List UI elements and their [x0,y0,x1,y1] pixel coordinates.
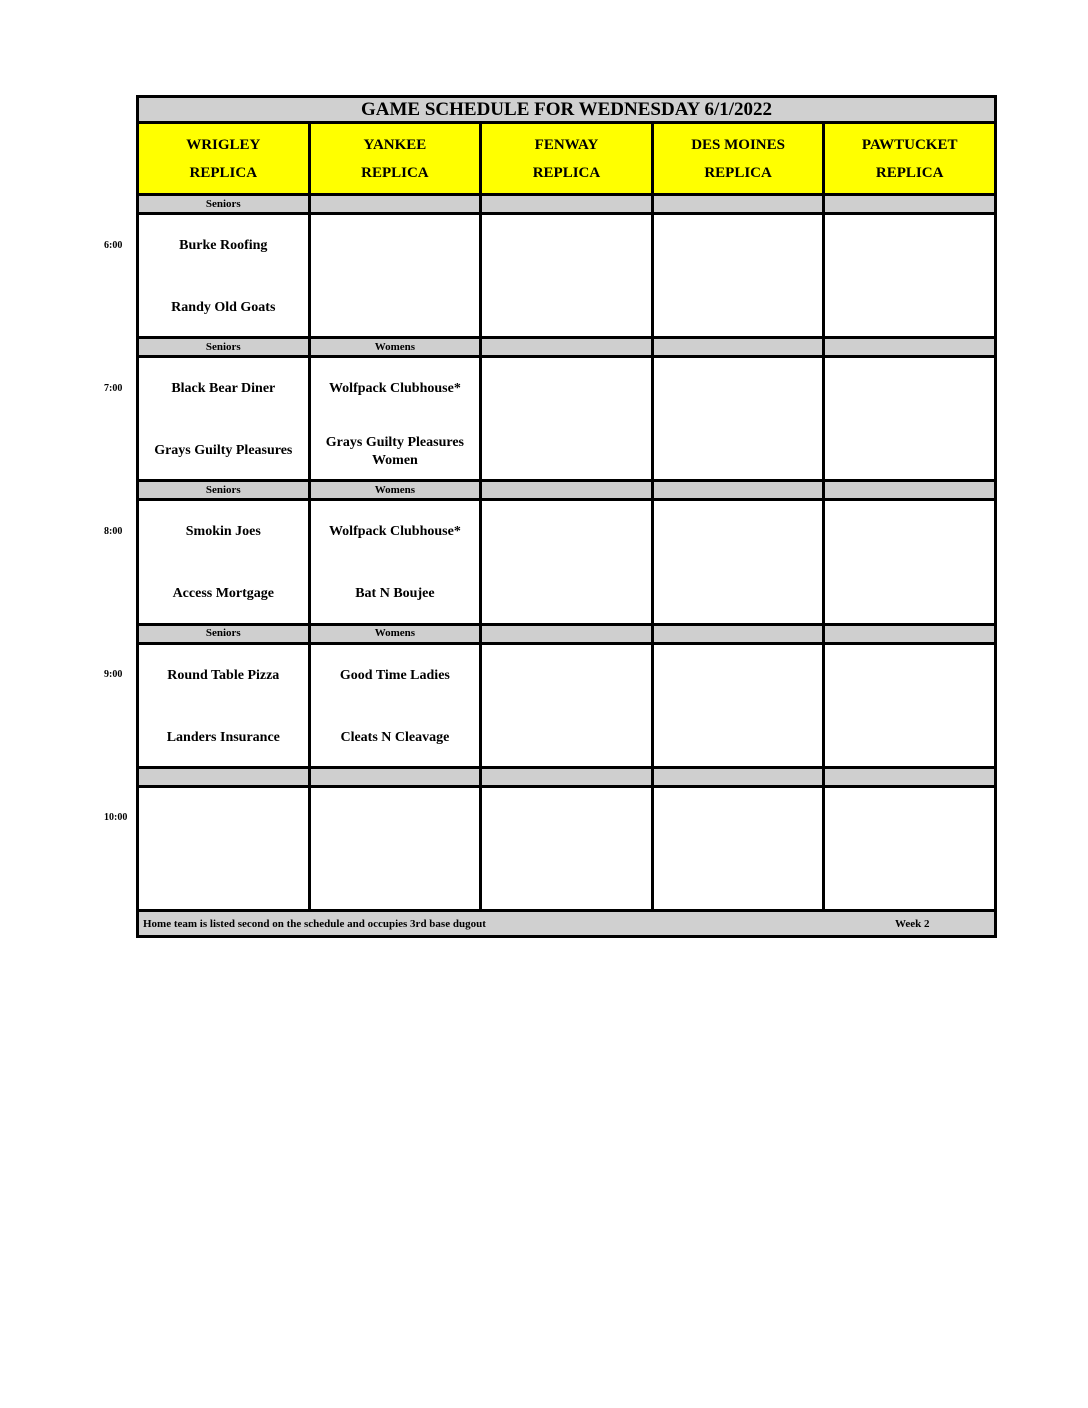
league-label [652,481,824,500]
league-row [138,624,996,643]
league-label [138,767,310,786]
home-team: Bat N Boujee [355,586,435,602]
footer-bar [138,910,996,936]
league-label [824,767,996,786]
league-row [138,195,996,214]
league-label [481,624,653,643]
game-cell [481,357,653,481]
field-header-des-moines: DES MOINES REPLICA [652,123,824,195]
league-label [481,481,653,500]
game-cell [824,214,996,338]
game-cell [824,357,996,481]
game-cell [481,214,653,338]
game-cell [138,357,310,481]
league-label [309,767,481,786]
league-label: Seniors [138,624,310,643]
field-header-fenway: FENWAY REPLICA [481,123,653,195]
league-label [309,195,481,214]
week-label: Week 2 [895,917,930,930]
home-team: Randy Old Goats [171,300,276,316]
game-cell [824,786,996,910]
league-label [652,195,824,214]
game-cell [652,643,824,767]
league-label [481,195,653,214]
away-team: Smokin Joes [185,524,261,540]
away-team: Wolfpack Clubhouse* [328,524,461,540]
game-row [138,214,996,338]
time-label: 8:00 [104,526,123,537]
home-team: Grays Guilty Pleasures [154,443,293,459]
away-team: Good Time Ladies [339,667,450,683]
league-label: Womens [309,624,481,643]
game-cell [652,357,824,481]
home-team: Cleats N Cleavage [340,729,450,745]
away-team: Round Table Pizza [167,667,280,683]
league-label [824,195,996,214]
game-cell [652,500,824,624]
field-header-wrigley: WRIGLEY REPLICA [138,123,310,195]
home-team: Grays Guilty Pleasures Women [325,435,464,469]
game-cell [138,214,310,338]
league-label [481,767,653,786]
time-label: 6:00 [104,240,123,251]
league-row [138,338,996,357]
league-label [652,767,824,786]
league-label: Seniors [138,195,310,214]
time-label: 10:00 [104,812,128,823]
game-cell [652,786,824,910]
game-cell [824,500,996,624]
game-cell [309,214,481,338]
league-label [652,338,824,357]
game-cell [138,500,310,624]
game-cell [138,786,310,910]
league-label [652,624,824,643]
field-header-row [138,123,996,195]
game-cell [309,357,481,481]
away-team: Black Bear Diner [171,381,276,397]
game-row [138,500,996,624]
league-row [138,767,996,786]
league-row [138,481,996,500]
game-cell [481,500,653,624]
game-cell [138,643,310,767]
league-label [824,624,996,643]
home-team: Landers Insurance [166,729,280,745]
time-label: 7:00 [104,383,123,394]
time-label: 9:00 [104,669,123,680]
game-cell [481,786,653,910]
field-header-pawtucket: PAWTUCKET REPLICA [824,123,996,195]
game-cell [481,643,653,767]
schedule-table [136,95,997,938]
league-label: Womens [309,481,481,500]
game-cell [309,500,481,624]
game-row [138,643,996,767]
league-label [824,338,996,357]
field-header-yankee: YANKEE REPLICA [309,123,481,195]
game-cell [309,786,481,910]
game-cell [652,214,824,338]
league-label: Seniors [138,338,310,357]
game-cell [309,643,481,767]
league-label: Womens [309,338,481,357]
game-row [138,786,996,910]
game-row [138,357,996,481]
away-team: Burke Roofing [179,238,268,254]
away-team: Wolfpack Clubhouse* [328,381,461,397]
game-cell [824,643,996,767]
league-label [824,481,996,500]
league-label: Seniors [138,481,310,500]
home-team-note: Home team is listed second on the schedule and occupies 3rd base dugout [143,917,486,930]
league-label [481,338,653,357]
home-team: Access Mortgage [172,586,275,602]
schedule-title: GAME SCHEDULE FOR WEDNESDAY 6/1/2022 [138,97,996,123]
